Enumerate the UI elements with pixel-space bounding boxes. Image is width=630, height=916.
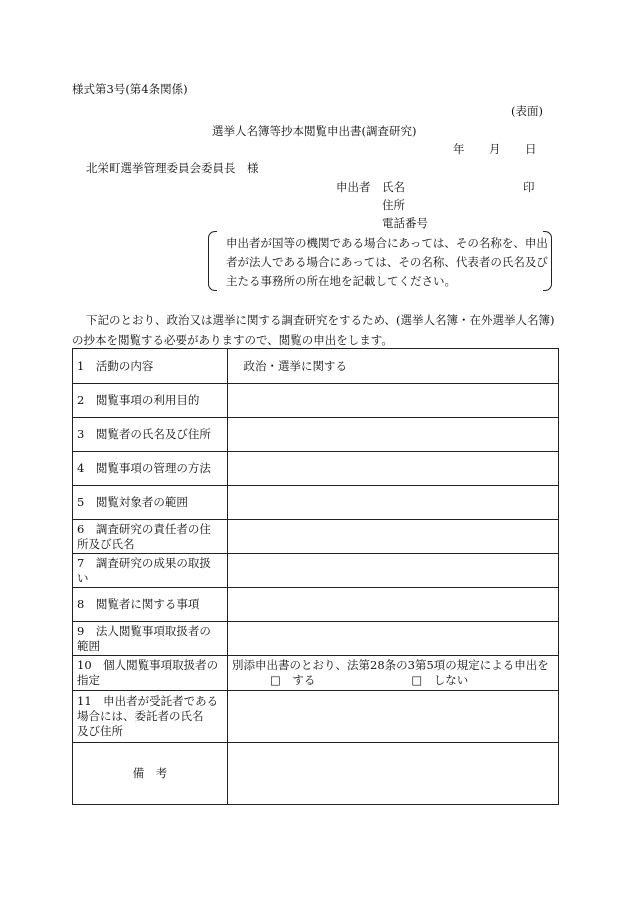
seal-mark: 印 bbox=[523, 180, 535, 194]
row-value[interactable] bbox=[228, 622, 559, 656]
row-value[interactable] bbox=[228, 588, 559, 622]
applicant-phone-label: 電話番号 bbox=[382, 216, 428, 230]
row-label: 10 個人閲覧事項取扱者の 指定 bbox=[73, 656, 228, 691]
remarks-value[interactable] bbox=[228, 743, 559, 805]
table-row bbox=[73, 588, 559, 622]
left-bracket bbox=[208, 231, 217, 291]
row-label: 4 閲覧事項の管理の方法 bbox=[73, 452, 228, 486]
date-day: 日 bbox=[525, 142, 537, 156]
row-value[interactable] bbox=[228, 384, 559, 418]
row-value bbox=[228, 656, 559, 691]
table-row bbox=[73, 554, 559, 588]
row-value[interactable] bbox=[228, 418, 559, 452]
remarks-row bbox=[73, 743, 559, 805]
table-row bbox=[73, 520, 559, 554]
application-table bbox=[72, 348, 559, 805]
designation-text: 別添申出書のとおり、法第28条の3第5項の規定による申出を bbox=[232, 658, 549, 672]
row-value[interactable] bbox=[228, 691, 559, 743]
row-label: 1 活動の内容 bbox=[73, 349, 228, 384]
row-label: 2 閲覧事項の利用目的 bbox=[73, 384, 228, 418]
row-value[interactable] bbox=[228, 554, 559, 588]
note-bracket bbox=[208, 231, 552, 291]
table-row bbox=[73, 691, 559, 743]
table-row bbox=[73, 384, 559, 418]
row-value[interactable] bbox=[228, 486, 559, 520]
date-year: 年 bbox=[453, 142, 465, 156]
table-row bbox=[73, 486, 559, 520]
row-label: 3 閲覧者の氏名及び住所 bbox=[73, 418, 228, 452]
date-month: 月 bbox=[489, 142, 501, 156]
table-row bbox=[73, 418, 559, 452]
intro-paragraph: 下記のとおり、政治又は選挙に関する調査研究をするため、(選挙人名簿・在外選挙人名簿)の抄本を閲覧する必要がありますので、閲覧の申出をします。 bbox=[72, 313, 555, 347]
form-number: 様式第3号(第4条関係) bbox=[72, 82, 188, 96]
row-label: 5 閲覧対象者の範囲 bbox=[73, 486, 228, 520]
row-value[interactable] bbox=[228, 452, 559, 486]
table-row bbox=[73, 622, 559, 656]
table-row bbox=[73, 349, 559, 384]
row-label: 8 閲覧者に関する事項 bbox=[73, 588, 228, 622]
table-row bbox=[73, 452, 559, 486]
row-value[interactable] bbox=[228, 520, 559, 554]
applicant-name-label: 氏名 bbox=[382, 180, 405, 194]
note-text: 申出者が国等の機関である場合にあっては、その名称を、申出者が法人である場合にあっては、その名称、代表者の氏名及び主たる事務所の所在地を記載してください。 bbox=[226, 236, 548, 288]
addressee: 北栄町選挙管理委員会委員長 様 bbox=[86, 161, 259, 175]
remarks-label: 備 考 bbox=[73, 743, 228, 805]
row-label: 9 法人閲覧事項取扱者の 範囲 bbox=[73, 622, 228, 656]
applicant-label: 申出者 bbox=[336, 180, 371, 194]
side-indicator: (表面) bbox=[511, 104, 543, 118]
row-label: 11 申出者が受託者である 場合には、委託者の氏名 及び住所 bbox=[73, 691, 228, 743]
row-label: 6 調査研究の責任者の住 所及び氏名 bbox=[73, 520, 228, 554]
row-value[interactable]: 政治・選挙に関する bbox=[228, 349, 559, 384]
option-yes-checkbox[interactable]: □ する bbox=[270, 673, 316, 687]
applicant-address-label: 住所 bbox=[382, 198, 405, 212]
row-label: 7 調査研究の成果の取扱 い bbox=[73, 554, 228, 588]
form-title: 選挙人名簿等抄本閲覧申出書(調査研究) bbox=[212, 124, 417, 138]
option-no-checkbox[interactable]: □ しない bbox=[411, 673, 469, 687]
table-row bbox=[73, 656, 559, 691]
